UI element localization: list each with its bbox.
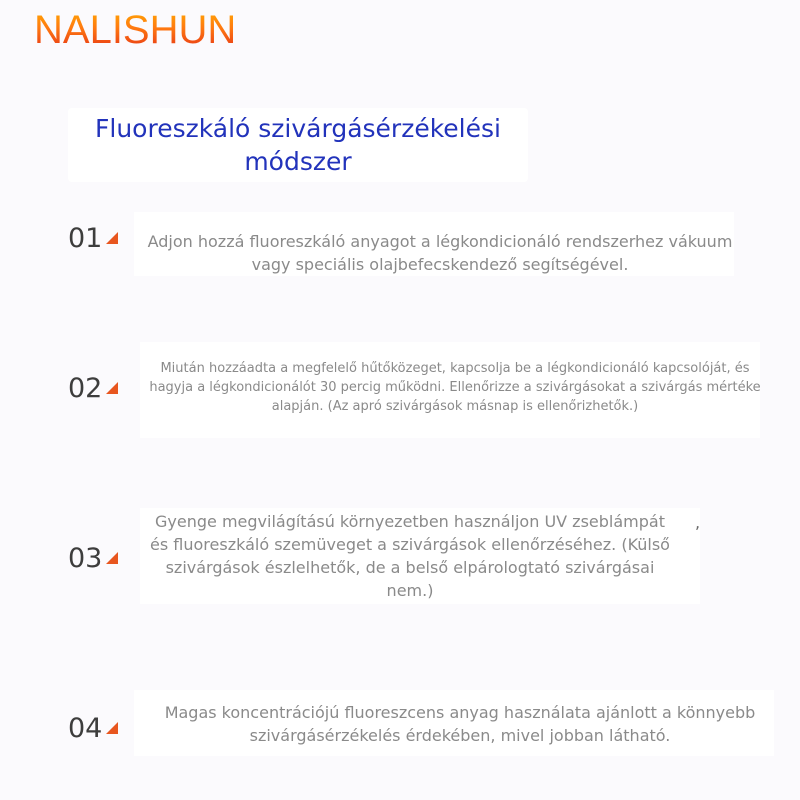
orange-triangle-icon bbox=[106, 382, 118, 394]
page-title: Fluoreszkáló szivárgásérzékelési módszer bbox=[95, 114, 501, 176]
step-number-4: 04 bbox=[68, 713, 103, 744]
step-number-1: 01 bbox=[68, 223, 103, 254]
step-text-1: Adjon hozzá fluoreszkáló anyagot a légkondicionáló rendszerhez vákuum vagy speciális olajbefecskendező segítségével. bbox=[147, 232, 733, 274]
step-number-3: 03 bbox=[68, 543, 103, 574]
step-text-3: Gyenge megvilágítású környezetben használjon UV zseblámpát és fluoreszkáló szemüveget a szivárgások ellenőrzéséhez. (Külső szivárgások észlelhetők, de a belső elpárologtató szivárgásai nem.) bbox=[150, 512, 670, 600]
step-text-4: Magas koncentrációjú fluoreszcens anyag használata ajánlott a könnyebb szivárgásérzékelés érdekében, mivel jobban látható. bbox=[164, 703, 756, 745]
step-text-2: Miután hozzáadta a megfelelő hűtőközeget, kapcsolja be a légkondicionáló kapcsolóját, és hagyja a légkondicionálót 30 percig működni. Ellenőrizze a szivárgásokat a szivárgás mértéke alapján. (Az apró szivárgások másnap is ellenőrizhetők.) bbox=[149, 361, 761, 414]
orange-triangle-icon bbox=[106, 232, 118, 244]
step-number-2: 02 bbox=[68, 373, 103, 404]
orange-triangle-icon bbox=[106, 552, 118, 564]
brand-logo: NALISHUN bbox=[34, 8, 237, 52]
stray-comma-mark: , bbox=[695, 513, 701, 532]
orange-triangle-icon bbox=[106, 722, 118, 734]
